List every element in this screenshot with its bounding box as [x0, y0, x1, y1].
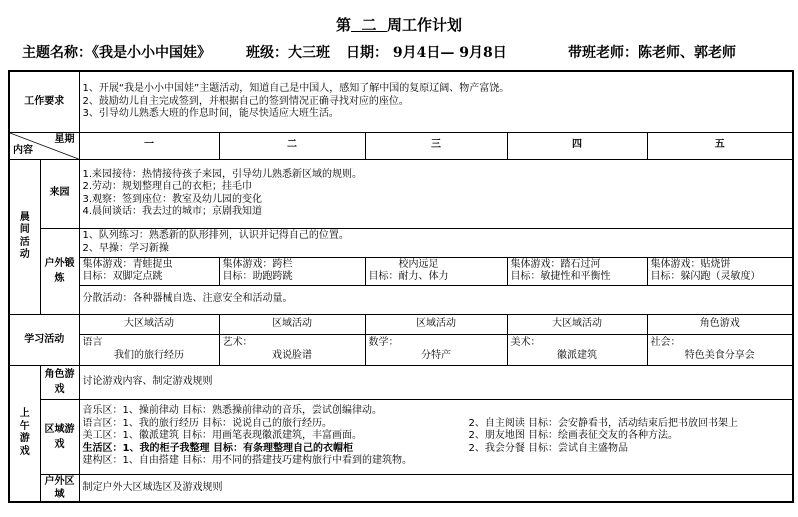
outdoor-area-label: 户外区域 — [40, 474, 79, 502]
role-game-content: 讨论游戏内容、制定游戏规则 — [79, 365, 793, 399]
learning-type: 大区域活动 — [507, 314, 647, 334]
day-header: 一 — [79, 132, 219, 159]
weekly-plan-table — [8, 70, 794, 503]
day-header: 二 — [219, 132, 365, 159]
game-name: 校内远足 — [398, 258, 439, 270]
day-header: 四 — [507, 132, 647, 159]
learning-name: 徽派建筑 — [557, 349, 597, 361]
area-row: 生活区：1、我的柜子我整理 目标：有条理整理自己的衣帽柜 2、我会分餐 目标：尝试自主盛物品 — [82, 442, 629, 454]
learning-cell — [647, 334, 793, 365]
learning-type: 区域活动 — [365, 314, 507, 334]
day-header: 五 — [647, 132, 793, 159]
game-goal: 目标：躲闪跑（灵敏度） — [650, 271, 761, 282]
game-goal: 目标：耐力、体力 — [368, 271, 449, 282]
requirements-label: 工作要求 — [9, 71, 79, 132]
game-name: 集体游戏：贴烧饼 — [650, 258, 731, 270]
requirements-content — [79, 71, 793, 132]
outdoor-game-cell — [507, 257, 647, 285]
area-game-label: 区域游戏 — [40, 399, 79, 474]
requirement-item: 3、引导幼儿熟悉大班的作息时间，能尽快适应大班生活。 — [82, 108, 339, 119]
game-name: 集体游戏：踏石过河 — [510, 258, 601, 270]
learning-activity-label: 学习活动 — [9, 314, 79, 365]
day-header: 三 — [365, 132, 507, 159]
outdoor-game-cell — [647, 257, 793, 285]
area-row: 音乐区：1、操前律动 目标：熟悉操前律动的音乐，尝试创编律动。 — [82, 405, 383, 417]
learning-name: 分特产 — [421, 349, 451, 361]
document-meta — [0, 42, 798, 64]
arrival-item: 4.晨间谈话：我去过的城市；京剧我知道 — [82, 206, 263, 217]
learning-type: 角色游戏 — [647, 314, 793, 334]
requirement-item: 1、开展“我是小小中国娃”主题活动，知道自己是中国人，感知了解中国的复原辽阔、物产富饶。 — [82, 83, 510, 94]
scatter-activity: 分散活动：各种器械自选、注意安全和活动量。 — [79, 285, 793, 314]
header-corner — [9, 132, 79, 159]
arrival-item: 2.劳动：规划整理自己的衣柜；挂毛巾 — [82, 181, 253, 192]
game-goal: 目标：敏捷性和平衡性 — [510, 271, 611, 282]
learning-subject: 社会： — [650, 336, 681, 348]
game-goal: 目标：双脚定点跳 — [82, 271, 163, 282]
learning-cell — [79, 334, 219, 365]
document-title: 第 二 周工作计划 — [336, 16, 462, 34]
theme-name: 主题名称：《我是小小中国娃》 — [22, 45, 211, 61]
outdoor-items — [79, 228, 793, 257]
learning-subject: 数学： — [368, 336, 399, 348]
outdoor-item: 1、队列练习：熟悉新的队形排列，认识并记得自己的位置。 — [82, 230, 349, 241]
learning-cell — [219, 334, 365, 365]
week-number: 二 — [361, 16, 377, 34]
arrival-item: 1.来园接待：热情接待孩子来园，引导幼儿熟悉新区域的规则。 — [82, 168, 363, 180]
area-row: 美工区：1、徽派建筑 目标：用画笔表现徽派建筑，丰富画面。 2、朋友地图 目标：绘画表征交友的各种方法。 — [82, 430, 679, 442]
learning-type: 大区域活动 — [79, 314, 219, 334]
game-name: 集体游戏：跨栏 — [222, 258, 293, 270]
area-row: 语言区：1、我的旅行经历 目标：说说自己的旅行经历。 2、自主阅读 目标：会安静看书，活动结束后把书放回书架上 — [82, 417, 739, 429]
corner-weekday-label: 星期 — [54, 133, 75, 145]
requirement-item: 2、鼓励幼儿自主完成签到，并根据自己的签到情况正确寻找对应的座位。 — [82, 95, 409, 107]
corner-content-label: 内容 — [13, 145, 33, 156]
class-name: 班级：大三班 — [246, 45, 330, 61]
game-goal: 目标：助跑跨跳 — [222, 271, 293, 282]
learning-name: 我们的旅行经历 — [114, 349, 184, 361]
area-row: 建构区：1、自由搭建 目标：用不同的搭建技巧建构旅行中看到的建筑物。 — [82, 455, 413, 467]
outdoor-exercise-label: 户外锻炼 — [40, 228, 79, 314]
learning-subject: 美术： — [510, 336, 541, 348]
morning-activity-label: 晨 间 活 动 — [9, 159, 40, 314]
date-range: 日期： 9月4日— 9月8日 — [346, 45, 507, 61]
arrival-label: 来园 — [40, 159, 79, 228]
outdoor-game-cell — [219, 257, 365, 285]
outdoor-area-content: 制定户外大区域选区及游戏规则 — [79, 474, 793, 502]
teachers: 带班老师：陈老师、郭老师 — [568, 45, 736, 61]
outdoor-item: 2、早操：学习新操 — [82, 242, 169, 254]
learning-type: 区域活动 — [219, 314, 365, 334]
learning-name: 特色美食分享会 — [684, 349, 755, 361]
arrival-content — [79, 159, 793, 228]
game-name: 集体游戏：青蛙捉虫 — [82, 258, 173, 270]
learning-cell — [507, 334, 647, 365]
role-game-label: 角色游戏 — [40, 365, 79, 399]
outdoor-game-cell — [79, 257, 219, 285]
learning-cell — [365, 334, 507, 365]
forenoon-game-label: 上 午 游 戏 — [9, 365, 40, 502]
learning-subject: 语言 — [82, 336, 103, 348]
learning-subject: 艺术： — [222, 336, 253, 348]
arrival-item: 3.观察：签到座位：教室及幼儿园的变化 — [82, 193, 263, 205]
area-game-content — [79, 399, 793, 474]
learning-name: 戏说脸谱 — [272, 349, 312, 361]
outdoor-game-cell — [365, 257, 507, 285]
